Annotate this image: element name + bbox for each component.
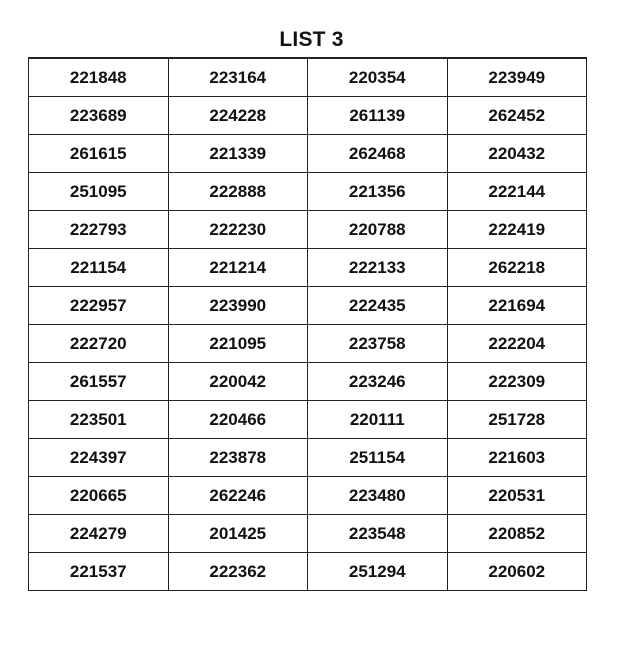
table-cell: 261139 [308, 97, 448, 135]
table-cell: 262246 [168, 477, 308, 515]
table-row [29, 249, 587, 287]
list-title: LIST 3 [279, 28, 344, 51]
table-cell: 220111 [308, 401, 448, 439]
table-cell: 222888 [168, 173, 308, 211]
table-row [29, 287, 587, 325]
table-cell: 220665 [29, 477, 169, 515]
table-cell: 221214 [168, 249, 308, 287]
table-cell: 224279 [29, 515, 169, 553]
table-cell: 222133 [308, 249, 448, 287]
table-row [29, 325, 587, 363]
table-cell: 221694 [447, 287, 587, 325]
table-cell: 221603 [447, 439, 587, 477]
table-cell: 222720 [29, 325, 169, 363]
table-cell: 222230 [168, 211, 308, 249]
number-list-body [29, 58, 587, 591]
table-cell: 223689 [29, 97, 169, 135]
number-list-table [28, 57, 587, 591]
table-cell: 222419 [447, 211, 587, 249]
table-cell: 222144 [447, 173, 587, 211]
table-row [29, 173, 587, 211]
table-cell: 221095 [168, 325, 308, 363]
table-row [29, 401, 587, 439]
table-cell: 251728 [447, 401, 587, 439]
table-cell: 223164 [168, 58, 308, 97]
table-row [29, 97, 587, 135]
table-cell: 251095 [29, 173, 169, 211]
table-row [29, 515, 587, 553]
table-row [29, 135, 587, 173]
table-cell: 221537 [29, 553, 169, 591]
table-cell: 262452 [447, 97, 587, 135]
table-cell: 251294 [308, 553, 448, 591]
table-row [29, 58, 587, 97]
table-cell: 262218 [447, 249, 587, 287]
table-cell: 220852 [447, 515, 587, 553]
table-row [29, 477, 587, 515]
table-cell: 222309 [447, 363, 587, 401]
table-cell: 201425 [168, 515, 308, 553]
table-cell: 251154 [308, 439, 448, 477]
table-cell: 220432 [447, 135, 587, 173]
table-cell: 262468 [308, 135, 448, 173]
table-cell: 261615 [29, 135, 169, 173]
table-row [29, 439, 587, 477]
table-cell: 220531 [447, 477, 587, 515]
table-row [29, 553, 587, 591]
table-cell: 224228 [168, 97, 308, 135]
table-cell: 220354 [308, 58, 448, 97]
table-cell: 223990 [168, 287, 308, 325]
table-cell: 222435 [308, 287, 448, 325]
table-cell: 223548 [308, 515, 448, 553]
table-cell: 220788 [308, 211, 448, 249]
table-row [29, 211, 587, 249]
table-cell: 223480 [308, 477, 448, 515]
table-cell: 222793 [29, 211, 169, 249]
table-cell: 220466 [168, 401, 308, 439]
table-cell: 222204 [447, 325, 587, 363]
table-cell: 223501 [29, 401, 169, 439]
table-cell: 222362 [168, 553, 308, 591]
table-cell: 221154 [29, 249, 169, 287]
table-cell: 220042 [168, 363, 308, 401]
table-cell: 223878 [168, 439, 308, 477]
table-cell: 221356 [308, 173, 448, 211]
table-cell: 223949 [447, 58, 587, 97]
table-cell: 261557 [29, 363, 169, 401]
table-cell: 222957 [29, 287, 169, 325]
table-cell: 220602 [447, 553, 587, 591]
table-cell: 221848 [29, 58, 169, 97]
table-cell: 221339 [168, 135, 308, 173]
table-row [29, 363, 587, 401]
table-cell: 224397 [29, 439, 169, 477]
table-cell: 223246 [308, 363, 448, 401]
table-cell: 223758 [308, 325, 448, 363]
